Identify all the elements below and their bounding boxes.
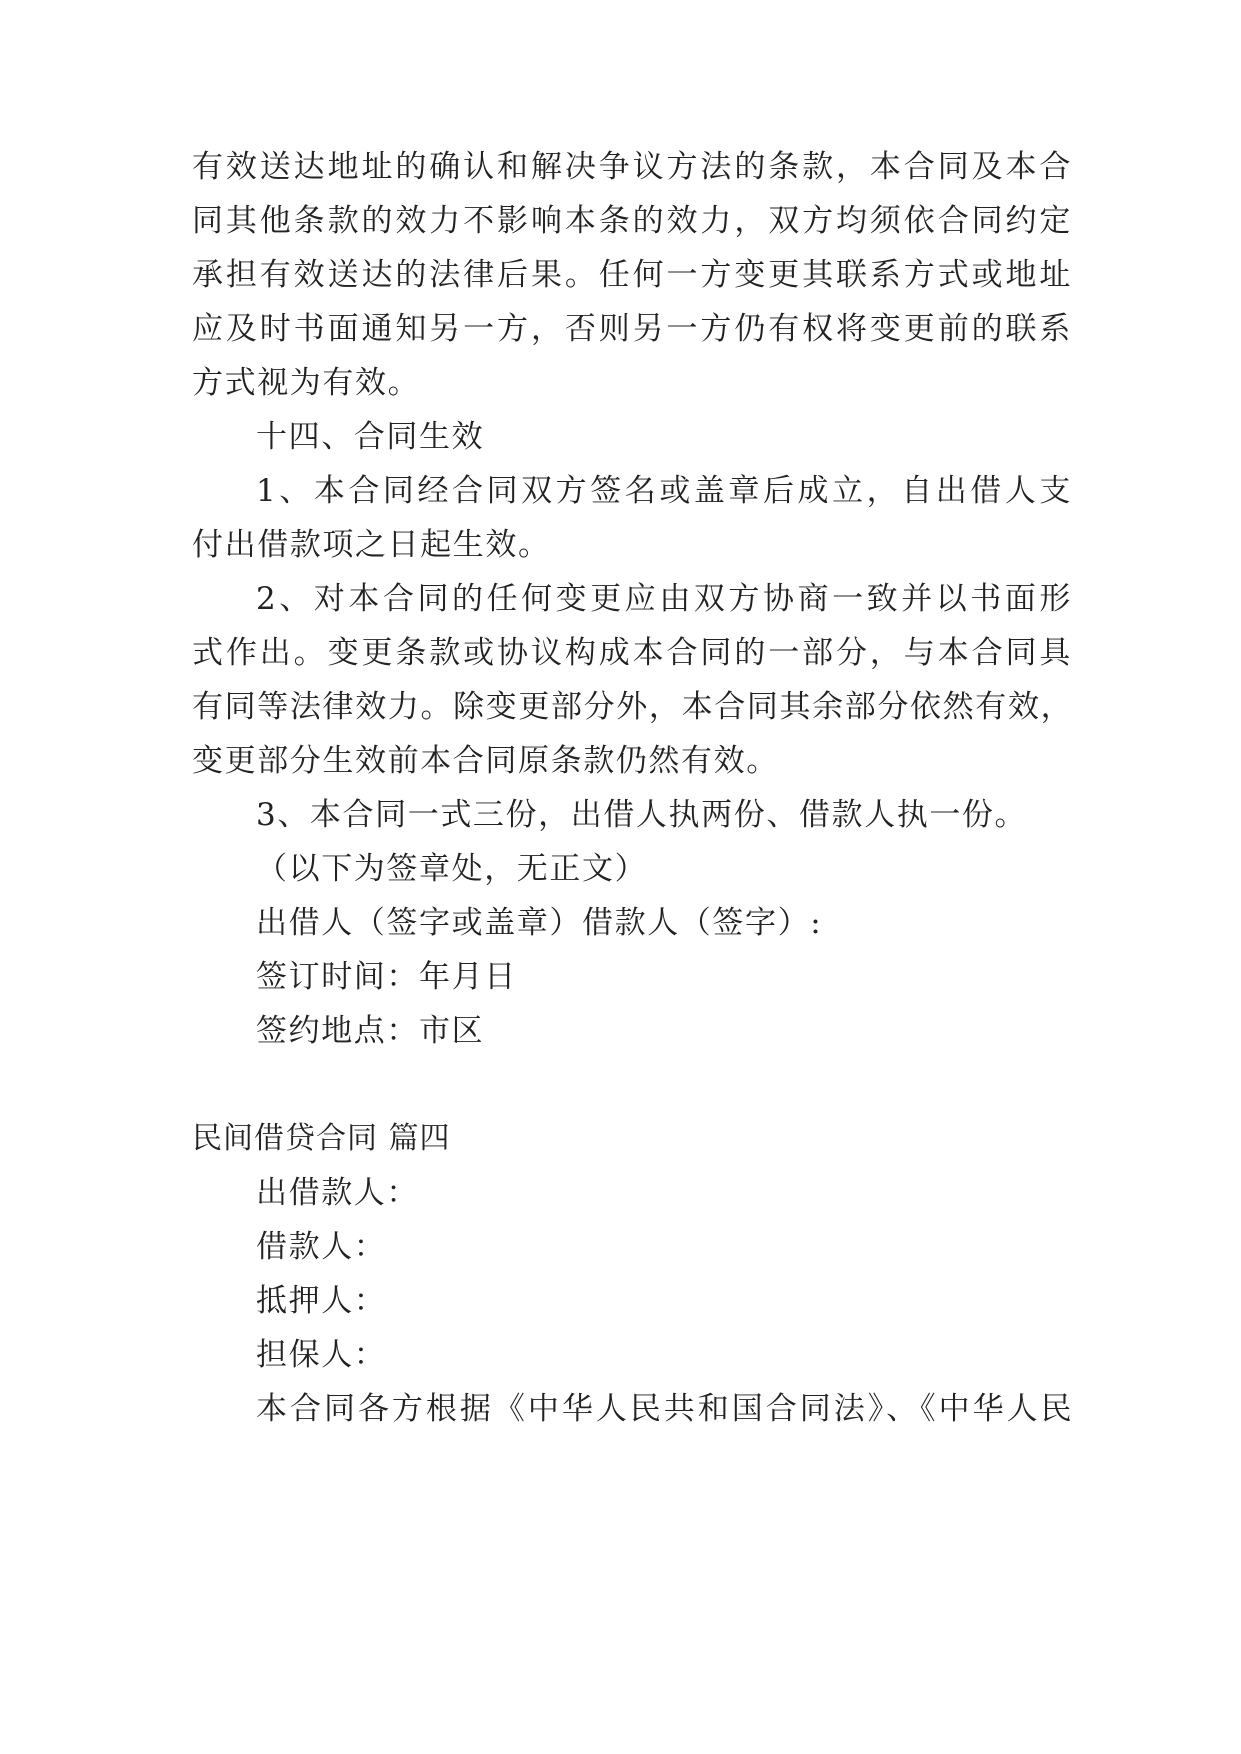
paragraph-line: 式作出。变更条款或协议构成本合同的一部分，与本合同具 [192, 635, 1072, 671]
paragraph-line: 方式视为有效。 [192, 365, 421, 401]
party-line: 出借款人： [256, 1175, 419, 1211]
paragraph-line: 变更部分生效前本合同原条款仍然有效。 [192, 743, 779, 779]
paragraph-line: 有同等法律效力。除变更部分外，本合同其余部分依然有效， [192, 689, 1072, 725]
paragraph-line: 1、本合同经合同双方签名或盖章后成立，自出借人支 [256, 473, 1072, 509]
paragraph-line: 有效送达地址的确认和解决争议方法的条款，本合同及本合 [192, 149, 1072, 185]
paragraph-line: 同其他条款的效力不影响本条的效力，双方均须依合同约定 [192, 203, 1072, 239]
document-title: 民间借贷合同 篇四 [192, 1121, 451, 1156]
signing-place-line: 签约地点：市区 [256, 1013, 485, 1049]
party-line: 担保人： [256, 1337, 387, 1373]
signing-date-line: 签订时间：年月日 [256, 959, 517, 995]
party-line: 抵押人： [256, 1283, 387, 1319]
paragraph-line: （以下为签章处，无正文） [256, 851, 648, 887]
paragraph-line: 承担有效送达的法律后果。任何一方变更其联系方式或地址 [192, 257, 1072, 293]
paragraph-line: 本合同各方根据《中华人民共和国合同法》、《中华人民 [256, 1391, 1072, 1427]
paragraph-line: 2、对本合同的任何变更应由双方协商一致并以书面形 [256, 581, 1072, 617]
party-line: 借款人： [256, 1229, 387, 1265]
paragraph-line: 3、本合同一式三份，出借人执两份、借款人执一份。 [256, 797, 1028, 833]
section-heading: 十四、合同生效 [256, 419, 485, 455]
paragraph-line: 应及时书面通知另一方，否则另一方仍有权将变更前的联系 [192, 311, 1072, 347]
signature-line: 出借人（签字或盖章）借款人（签字）: [256, 905, 823, 941]
paragraph-line: 付出借款项之日起生效。 [192, 527, 551, 563]
